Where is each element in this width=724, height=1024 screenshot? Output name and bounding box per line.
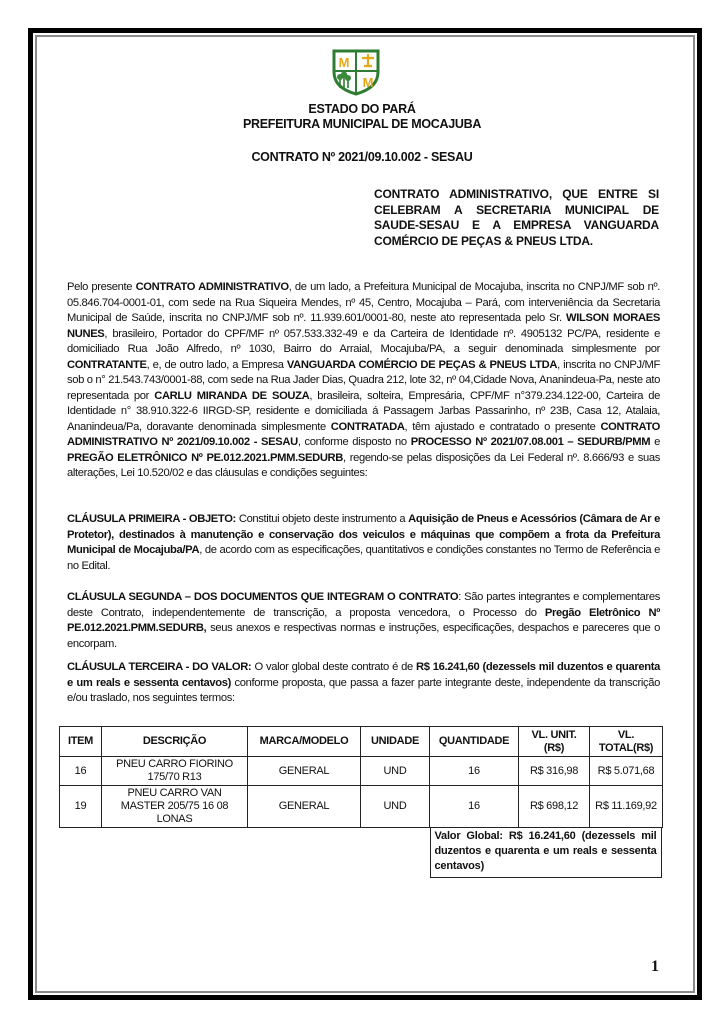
clause-bold: R$ 16.241,60 (dezessels mil duzentos e quarenta e um reals e sessenta centavos) bbox=[67, 661, 660, 689]
representative-name: WILSON MORAES NUNES bbox=[67, 312, 660, 340]
intro-bold: CONTRATO ADMINISTRATIVO Nº 2021/09.10.002 - SESAU bbox=[67, 420, 661, 448]
intro-bold: CONTRATANTE bbox=[67, 358, 147, 371]
clause-text: conforme proposta, que passa a fazer parte integrante deste, independente da transcrição e/ou traslado, nos seguintes termos: bbox=[67, 676, 660, 704]
crest-letter-top: M bbox=[338, 55, 350, 70]
clause-third bbox=[67, 660, 660, 707]
clause-text: Constitui objeto deste instrumento a bbox=[235, 513, 409, 525]
col-header-unit: UNIDADE bbox=[361, 727, 430, 757]
clause-text: : São partes integrantes e complementares deste Contrato, independentemente de transcrição, a proposta vencedora, o Processo do bbox=[67, 591, 661, 619]
state-heading: ESTADO DO PARÁ bbox=[308, 102, 416, 116]
intro-text: , conforme disposto no bbox=[297, 436, 411, 448]
cell-item: 16 bbox=[60, 757, 102, 786]
clause-bold: Pregão Eletrônico Nº PE.012.2021.PMM.SEDURB, bbox=[67, 606, 660, 634]
clause-text: O valor global deste contrato é de bbox=[251, 661, 417, 673]
intro-text: e bbox=[650, 436, 660, 448]
clause-title: CLÁUSULA TERCEIRA - DO VALOR: bbox=[67, 661, 252, 673]
items-table bbox=[59, 726, 663, 828]
clause-first bbox=[67, 512, 660, 574]
municipality-heading: PREFEITURA MUNICIPAL DE MOCAJUBA bbox=[242, 117, 482, 131]
intro-text: , regendo-se pelas disposições da Lei Federal nº. 8.666/93 e suas alterações, Lei 10.520/02 e das cláusulas e condições seguintes: bbox=[67, 451, 660, 479]
company-representative-name: CARLU MIRANDA DE SOUZA bbox=[154, 389, 310, 402]
table-header-row bbox=[60, 727, 663, 757]
col-header-brand: MARCA/MODELO bbox=[248, 727, 361, 757]
intro-text: , inscrita no CNPJ/MF sob o n° 21.543.743/0001-88, com sede na Rua Jader Dias, Quadra 212, lote 32, nº 04,Cidade Nova, Ananindeua-Pa, neste ato representada por bbox=[67, 358, 660, 402]
cell-brand: GENERAL bbox=[248, 757, 361, 786]
process-number: PROCESSO Nº 2021/07.08.001 – SEDURB/PMM bbox=[410, 436, 651, 448]
cell-description: PNEU CARRO VAN MASTER 205/75 16 08 LONAS bbox=[102, 786, 248, 828]
intro-bold: CONTRATADA bbox=[330, 420, 405, 433]
cell-unit-price: R$ 316,98 bbox=[519, 757, 590, 786]
col-header-total-price: VL. TOTAL(R$) bbox=[590, 727, 663, 757]
intro-text: , e, de outro lado, a Empresa bbox=[146, 358, 287, 371]
col-header-item: ITEM bbox=[60, 727, 102, 757]
table-row bbox=[60, 786, 663, 828]
intro-text: Pelo presente bbox=[67, 281, 136, 293]
cell-quantity: 16 bbox=[430, 786, 519, 828]
global-value-box: Valor Global: R$ 16.241,60 (dezessels mil duzentos e quarenta e um reals e sessenta centavos) bbox=[430, 827, 662, 878]
crest-letter-bottom: M bbox=[362, 75, 374, 90]
cell-unit: UND bbox=[361, 757, 430, 786]
clause-text: , de acordo com as especificações, quantitativos e condições constantes no Termo de Referência e no Edital. bbox=[67, 544, 661, 572]
cell-description: PNEU CARRO FIORINO 175/70 R13 bbox=[102, 757, 248, 786]
col-header-description: DESCRIÇÃO bbox=[102, 727, 248, 757]
intro-bold: CONTRATO ADMINISTRATIVO bbox=[135, 281, 289, 293]
clause-title: CLÁUSULA PRIMEIRA - OBJETO: bbox=[67, 513, 236, 525]
clause-second bbox=[67, 590, 660, 652]
cell-brand: GENERAL bbox=[248, 786, 361, 828]
table-row bbox=[60, 757, 663, 786]
intro-text: , têm ajustado e contratado o presente bbox=[404, 420, 601, 433]
page-number: 1 bbox=[651, 958, 659, 975]
intro-text: , de um lado, a Prefeitura Municipal de Mocajuba, inscrita no CNPJ/MF sob nº. 05.846.704-0001-01, com sede na Rua Siqueira Mendes, nº 45, Centro, Mocajuba – Pará, com interveniência da Secretaria Municipal de Saúde, inscrita no CNPJ/MF sob nº. 11.939.601/0001-80, neste ato representada pelo Sr. bbox=[67, 281, 660, 324]
intro-text: , brasileira, solteira, Empresária, CPF/MF n°379.234.122-00, Carteira de Identidade n° 38.910.322-6 IIRGD-SP, residente e domiciliada á Passagem Jarbas Passarinho, nº 23B, Casa 12, Atalaia, Ananindeua/Pa, doravante denominada simplesmente bbox=[67, 389, 660, 433]
contract-number-heading: CONTRATO Nº 2021/09.10.002 - SESAU bbox=[251, 150, 473, 164]
cell-item: 19 bbox=[60, 786, 102, 828]
clause-title: CLÁUSULA SEGUNDA – DOS DOCUMENTOS QUE INTEGRAM O CONTRATO bbox=[67, 591, 459, 603]
contract-summary: CONTRATO ADMINISTRATIVO, QUE ENTRE SI CELEBRAM A SECRETARIA MUNICIPAL DE SAUDE-SESAU E A EMPRESA VANGUARDA COMÉRCIO DE PEÇAS & PNEUS LTDA. bbox=[374, 187, 659, 248]
col-header-quantity: QUANTIDADE bbox=[430, 727, 519, 757]
intro-text: , brasileiro, Portador do CPF/MF nº 057.533.332-49 e da Carteira de Identidade nº. 4905132 PC/PA, residente e domiciliado Rua João Alfredo, nº 1030, Bairro do Arraial, Mocajuba/PA, a seguir denominada simplesmente por bbox=[67, 327, 660, 355]
clause-text: seus anexos e respectivas normas e instruções, especificações, despachos e pareceres que o encorpam. bbox=[67, 622, 660, 650]
intro-paragraph bbox=[67, 280, 660, 482]
cell-unit-price: R$ 698,12 bbox=[519, 786, 590, 828]
clause-bold: Aquisição de Pneus e Acessórios (Câmara de Ar e Protetor), destinados à manutenção e conservação dos veiculos e máquinas que compõem a frota da Prefeitura Municipal de Mocajuba/PA bbox=[67, 513, 660, 556]
cell-quantity: 16 bbox=[430, 757, 519, 786]
cell-total-price: R$ 5.071,68 bbox=[590, 757, 663, 786]
company-name: VANGUARDA COMÉRCIO DE PEÇAS & PNEUS LTDA bbox=[286, 358, 558, 371]
cell-unit: UND bbox=[361, 786, 430, 828]
cell-total-price: R$ 11.169,92 bbox=[590, 786, 663, 828]
col-header-unit-price: VL. UNIT. (R$) bbox=[519, 727, 590, 757]
pregao-number: PREGÃO ELETRÔNICO Nº PE.012.2021.PMM.SEDURB bbox=[67, 451, 344, 464]
municipal-crest-icon bbox=[331, 48, 381, 96]
